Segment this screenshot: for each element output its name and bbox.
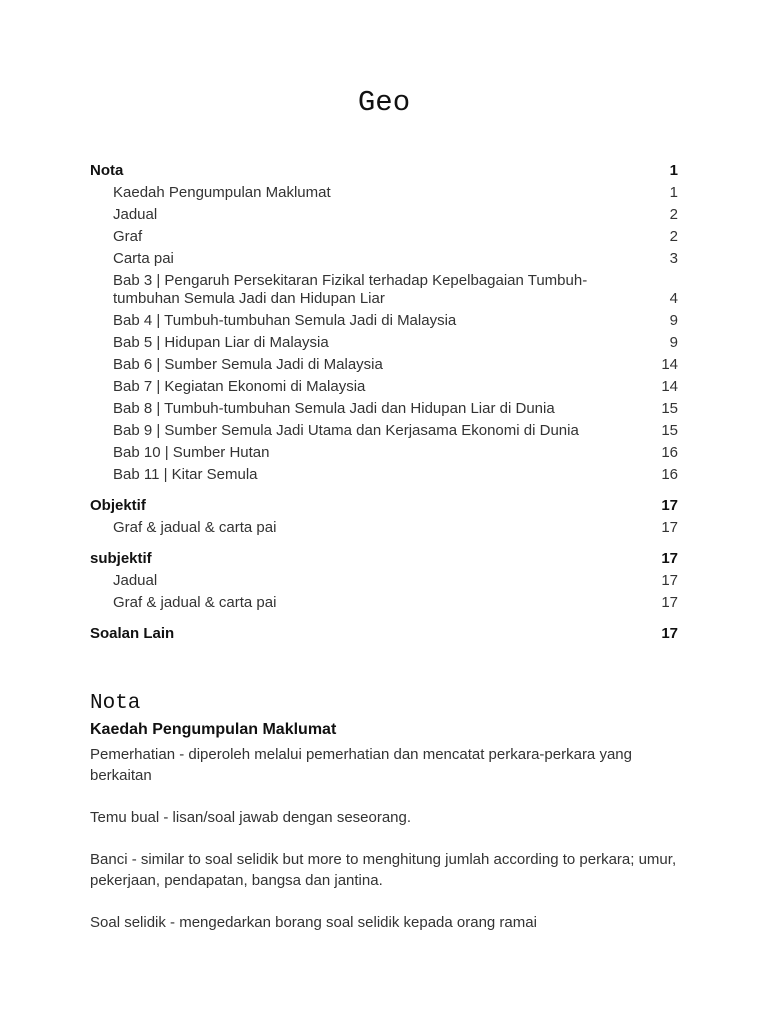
toc-entry[interactable] (90, 204, 678, 226)
toc-entry[interactable] (90, 420, 678, 442)
toc-entry-page: 9 (669, 334, 678, 351)
toc-entry-label: Carta pai (113, 250, 174, 267)
toc-entry-page: 9 (669, 312, 678, 329)
toc-entry[interactable] (90, 248, 678, 270)
toc-entry[interactable] (90, 442, 678, 464)
toc-entry-page: 1 (669, 162, 678, 179)
table-of-contents (90, 160, 678, 645)
toc-entry[interactable] (90, 548, 678, 570)
toc-entry[interactable] (90, 160, 678, 182)
toc-entry[interactable] (90, 570, 678, 592)
toc-entry-page: 3 (669, 250, 678, 267)
toc-entry[interactable] (90, 398, 678, 420)
toc-entry[interactable] (90, 592, 678, 614)
toc-entry-page: 16 (661, 466, 678, 483)
toc-entry[interactable] (90, 376, 678, 398)
toc-entry[interactable] (90, 354, 678, 376)
toc-entry-page: 14 (661, 378, 678, 395)
body-paragraph: Banci - similar to soal selidik but more to menghitung jumlah according to perkara; umur, pekerjaan, pendapatan, bangsa dan jantina. (90, 851, 677, 889)
toc-entry-label: subjektif (90, 550, 152, 567)
toc-entry-page: 15 (661, 422, 678, 439)
toc-entry-page: 1 (669, 184, 678, 201)
toc-entry-page: 17 (661, 519, 678, 536)
toc-entry-label: Graf & jadual & carta pai (113, 594, 277, 611)
toc-entry[interactable] (90, 332, 678, 354)
toc-entry-label: Bab 6 | Sumber Semula Jadi di Malaysia (113, 356, 383, 373)
body-paragraph: Soal selidik - mengedarkan borang soal selidik kepada orang ramai (90, 914, 537, 931)
toc-entry[interactable] (90, 182, 678, 204)
toc-entry-page: 17 (661, 550, 678, 567)
body-paragraph: Temu bual - lisan/soal jawab dengan seseorang. (90, 809, 412, 826)
section-heading: Nota (90, 692, 141, 715)
section-body (90, 744, 680, 954)
toc-entry-label: Nota (90, 162, 124, 179)
toc-entry-page: 17 (661, 625, 678, 642)
toc-entry-page: 2 (669, 206, 678, 223)
toc-entry-page: 16 (661, 444, 678, 461)
toc-entry-page: 2 (669, 228, 678, 245)
toc-entry-label: Kaedah Pengumpulan Maklumat (113, 184, 331, 201)
toc-entry-label: Objektif (90, 497, 146, 514)
toc-entry-label: Jadual (113, 572, 158, 589)
toc-entry-page: 4 (669, 290, 678, 307)
toc-entry-page: 17 (661, 572, 678, 589)
toc-entry-label: Bab 11 | Kitar Semula (113, 466, 258, 483)
toc-entry-label: Jadual (113, 206, 158, 223)
toc-entry[interactable] (90, 226, 678, 248)
toc-entry-label: Bab 3 | Pengaruh Persekitaran Fizikal terhadap Kepelbagaian Tumbuh-tumbuhan Semula Jadi dan Hidupan Liar (113, 272, 588, 307)
toc-entry-label: Soalan Lain (90, 625, 175, 642)
toc-entry[interactable] (90, 310, 678, 332)
toc-entry-label: Graf & jadual & carta pai (113, 519, 277, 536)
toc-entry-page: 17 (661, 594, 678, 611)
toc-entry-page: 15 (661, 400, 678, 417)
toc-entry-label: Bab 5 | Hidupan Liar di Malaysia (113, 334, 329, 351)
section-subheading: Kaedah Pengumpulan Maklumat (90, 721, 337, 738)
toc-entry-label: Bab 10 | Sumber Hutan (113, 444, 270, 461)
toc-entry-label: Bab 4 | Tumbuh-tumbuhan Semula Jadi di Malaysia (113, 312, 457, 329)
document-title: Geo (357, 86, 411, 119)
toc-entry-page: 17 (661, 497, 678, 514)
toc-entry[interactable] (90, 270, 678, 310)
body-paragraph: Pemerhatian - diperoleh melalui pemerhatian dan mencatat perkara-perkara yang berkaitan (90, 746, 632, 784)
toc-entry-label: Bab 8 | Tumbuh-tumbuhan Semula Jadi dan Hidupan Liar di Dunia (113, 400, 555, 417)
toc-entry[interactable] (90, 517, 678, 539)
toc-entry[interactable] (90, 623, 678, 645)
toc-entry[interactable] (90, 495, 678, 517)
toc-entry-page: 14 (661, 356, 678, 373)
toc-entry-label: Graf (113, 228, 143, 245)
toc-entry-label: Bab 7 | Kegiatan Ekonomi di Malaysia (113, 378, 366, 395)
toc-entry[interactable] (90, 464, 678, 486)
toc-entry-label: Bab 9 | Sumber Semula Jadi Utama dan Kerjasama Ekonomi di Dunia (113, 422, 579, 439)
